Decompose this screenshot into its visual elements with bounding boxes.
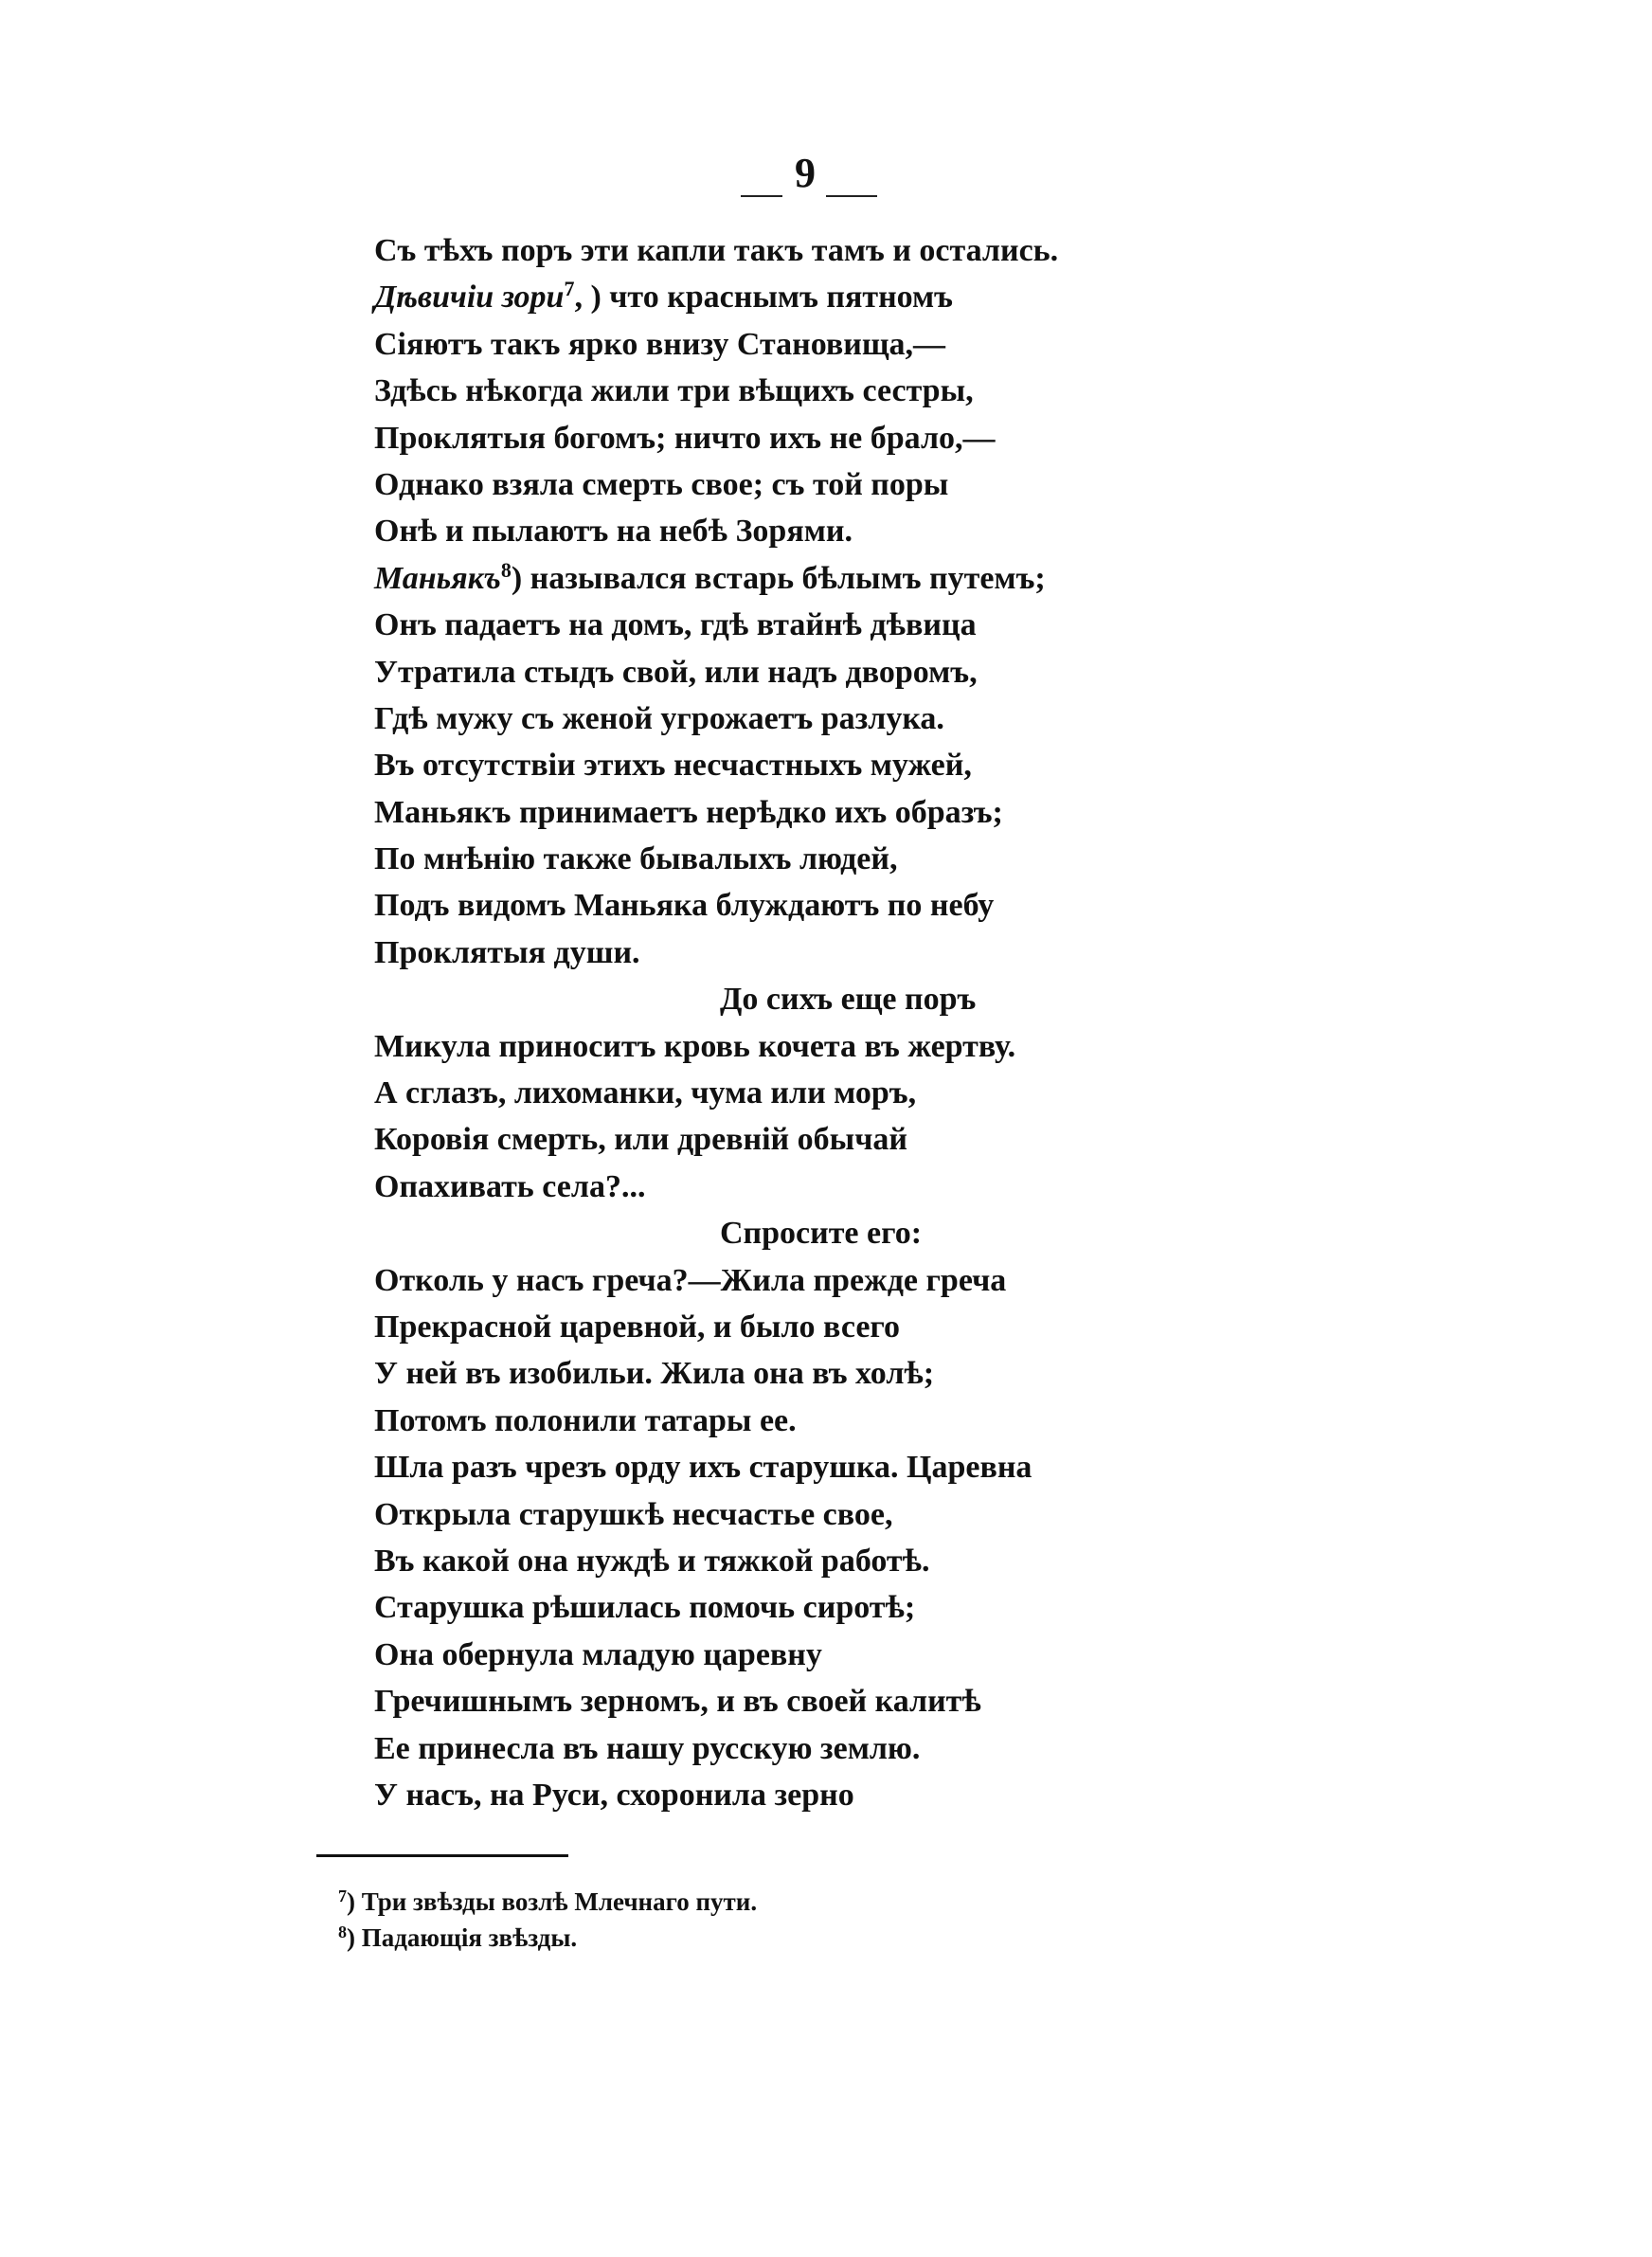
verse-line-text: Проклятыя богомъ; ничто ихъ не брало,— [374, 420, 996, 456]
verse-line [374, 1398, 1369, 1444]
verse-line-text: Коровія смерть, или древній обычай [374, 1122, 907, 1158]
footnote-text: ) Падающія звѣзды. [347, 1923, 578, 1952]
verse-line-text: Спросите его: [720, 1216, 923, 1252]
verse-line-text: Проклятыя души. [374, 934, 640, 970]
verse-line [374, 649, 1369, 695]
verse-line [374, 1444, 1369, 1490]
verse-line-text: Онъ падаетъ на домъ, гдѣ втайнѣ дѣвица [374, 607, 977, 643]
verse-line [374, 508, 1369, 554]
verse-line-text: Микула приноситъ кровь кочета въ жертву. [374, 1028, 1016, 1064]
verse-line [374, 1678, 1369, 1724]
verse-line [374, 415, 1369, 461]
verse-line-text: Здѣсь нѣкогда жили три вѣщихъ сестры, [374, 373, 974, 409]
verse-line [374, 1584, 1369, 1631]
verse-line-text: У ней въ изобильи. Жила она въ холѣ; [374, 1356, 935, 1392]
verse-line [374, 976, 1369, 1022]
footnote-mark: 8 [338, 1923, 347, 1941]
verse-line-text: У насъ, на Руси, схоронила зерно [374, 1777, 854, 1813]
verse-line-text: Отколь у насъ греча?—Жила прежде греча [374, 1262, 1007, 1298]
verse-line [374, 1350, 1369, 1397]
verse-line [374, 461, 1369, 508]
verse-line-text: Она обернула младую царевну [374, 1636, 822, 1672]
verse-line [374, 1164, 1369, 1210]
verse-line [374, 1772, 1369, 1818]
footnote [338, 1884, 1191, 1920]
footnote-ref: 8 [500, 557, 512, 582]
verse-line-text: Въ отсутствіи этихъ несчастныхъ мужей, [374, 748, 972, 784]
verse-line-text-after: , ) что краснымъ пятномъ [574, 280, 954, 316]
verse-line [374, 1538, 1369, 1584]
footnote-separator [316, 1854, 568, 1857]
verse-line [374, 321, 1369, 368]
verse-line [374, 1023, 1369, 1070]
verse-line-text: Съ тѣхъ поръ эти капли такъ тамъ и остались. [374, 233, 1059, 268]
footnote [338, 1920, 1191, 1956]
verse-line-text: Гдѣ мужу съ женой угрожаетъ разлука. [374, 700, 944, 736]
footnote-ref: 7 [564, 277, 575, 301]
verse-line [374, 930, 1369, 976]
verse-line [374, 1210, 1369, 1256]
verse-body [374, 227, 1369, 1818]
verse-line-text: Сіяютъ такъ ярко внизу Становища,— [374, 326, 946, 362]
verse-line [374, 602, 1369, 648]
verse-line-text: А сглазъ, лихоманки, чума или моръ, [374, 1075, 917, 1111]
footnotes [338, 1884, 1191, 1956]
footnote-mark: 7 [338, 1887, 347, 1905]
verse-line-text: Опахивать села?... [374, 1168, 646, 1204]
verse-line-text: Подъ видомъ Маньяка блуждаютъ по небу [374, 888, 995, 924]
verse-line [374, 1257, 1369, 1304]
verse-line-text: Старушка рѣшилась помочь сиротѣ; [374, 1590, 916, 1626]
page-number-rule-right [826, 195, 877, 197]
verse-line [374, 1116, 1369, 1163]
verse-line-italic: Маньякъ [374, 560, 501, 596]
verse-line-text: По мнѣнію также бывалыхъ людей, [374, 841, 898, 877]
verse-line [374, 227, 1369, 274]
verse-line [374, 742, 1369, 788]
verse-line-text: Маньякъ принимаетъ нерѣдко ихъ образъ; [374, 794, 1003, 830]
verse-line-text: Шла разъ чрезъ орду ихъ старушка. Царевна [374, 1450, 1032, 1486]
verse-line-text: Прекрасной царевной, и было всего [374, 1309, 901, 1345]
verse-line [374, 368, 1369, 414]
verse-line [374, 836, 1369, 882]
footnote-text: ) Три звѣзды возлѣ Млечнаго пути. [347, 1887, 758, 1916]
verse-line [374, 789, 1369, 836]
verse-line-text: Въ какой она нуждѣ и тяжкой работѣ. [374, 1543, 930, 1579]
verse-line [374, 1070, 1369, 1116]
verse-line-text: Утратила стыдъ свой, или надъ дворомъ, [374, 654, 978, 690]
verse-line [374, 695, 1369, 742]
verse-line [374, 555, 1369, 602]
verse-line-text: До сихъ еще поръ [720, 982, 977, 1018]
verse-line [374, 274, 1369, 320]
verse-line-text: Однако взяла смерть свое; съ той поры [374, 466, 949, 502]
page-number-rule-left [741, 195, 782, 197]
verse-line [374, 1304, 1369, 1350]
verse-line-text: Ее принесла въ нашу русскую землю. [374, 1730, 921, 1766]
verse-line [374, 1491, 1369, 1538]
verse-line-text: Гречишнымъ зерномъ, и въ своей калитѣ [374, 1684, 981, 1720]
verse-line-text-after: ) назывался встарь бѣлымъ путемъ; [511, 560, 1046, 596]
verse-line [374, 882, 1369, 929]
verse-line [374, 1632, 1369, 1678]
verse-line-text: Потомъ полонили татары ее. [374, 1402, 797, 1438]
verse-line-text: Открыла старушкѣ несчастье свое, [374, 1496, 893, 1532]
page-number: 9 [795, 150, 816, 196]
verse-line-text: Онѣ и пылаютъ на небѣ Зорями. [374, 514, 853, 550]
verse-line-italic: Дѣвичіи зори [374, 280, 565, 316]
verse-line [374, 1725, 1369, 1772]
